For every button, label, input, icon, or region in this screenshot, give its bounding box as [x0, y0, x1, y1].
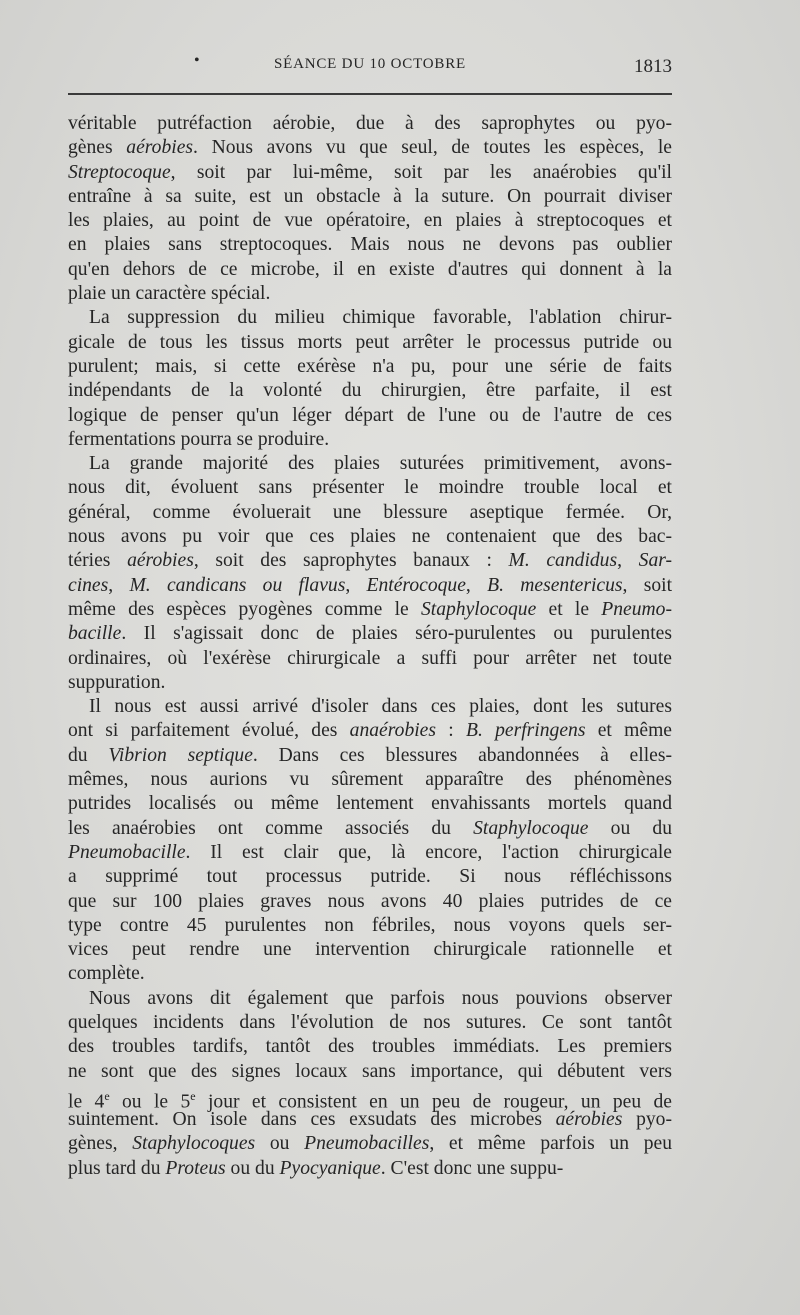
italic-term: Proteus — [165, 1157, 226, 1179]
text-run: , soit par lui-même, soit par les anaérobies qu'il — [170, 161, 672, 183]
text-run: entraîne à sa suite, est un obstacle à la suture. On pourrait diviser — [68, 185, 672, 207]
text-line — [68, 719, 672, 743]
ordinal-superscript: e — [190, 1088, 196, 1103]
text-run: véritable putréfaction aérobie, due à des saprophytes ou pyo- — [68, 113, 672, 134]
italic-term: Vibrion septique — [108, 744, 253, 766]
italic-term: Pyocyanique — [279, 1157, 381, 1179]
text-run: nous dit, évoluent sans présenter le moindre trouble local et — [68, 477, 672, 499]
italic-term: Entérocoque — [366, 574, 466, 596]
text-run: , — [617, 550, 639, 572]
text-line — [68, 185, 672, 209]
text-line — [68, 209, 672, 233]
text-line — [68, 1035, 672, 1059]
text-line — [68, 501, 672, 525]
text-run: , soit des saprophytes banaux : — [193, 550, 509, 572]
text-run: . Nous avons vu que seul, de toutes les espèces, le — [193, 137, 672, 159]
italic-term: aérobies — [126, 137, 194, 159]
text-line — [68, 1108, 672, 1132]
page-header — [68, 52, 672, 82]
text-run: plaie un caractère spécial. — [68, 283, 271, 305]
text-run: , et même parfois un peu — [429, 1133, 672, 1155]
text-run: fermentations pourra se produire. — [68, 428, 330, 450]
text-run: mêmes, nous aurions vu sûrement apparaître des phénomènes — [68, 769, 672, 791]
italic-term: Pneumobacille — [68, 841, 186, 863]
text-line — [68, 817, 672, 841]
text-run: , — [108, 574, 130, 596]
ordinal-superscript: e — [104, 1088, 110, 1103]
text-line — [68, 258, 672, 282]
text-run: jour et consistent en un peu de rougeur, un peu de — [195, 1091, 673, 1113]
text-run: , — [345, 574, 367, 596]
text-run: même des espèces pyogènes comme le — [68, 598, 421, 620]
text-line — [68, 622, 672, 646]
text-line — [68, 306, 672, 330]
text-run: complète. — [68, 963, 145, 985]
text-line — [68, 355, 672, 379]
italic-term: B. mesentericus — [487, 574, 623, 596]
text-run: La suppression du milieu chimique favorable, l'ablation chirur- — [89, 307, 672, 329]
header-rule — [68, 93, 672, 95]
italic-term: B. perfringens — [465, 720, 586, 742]
text-run: gènes — [68, 137, 127, 159]
text-run: purulent; mais, si cette exérèse n'a pu, pour une série de faits — [68, 355, 672, 377]
text-run: . Il est clair que, là encore, l'action chirurgicale — [185, 841, 672, 863]
text-line — [68, 890, 672, 914]
text-run: : — [436, 720, 466, 742]
text-line — [68, 404, 672, 428]
text-line — [68, 768, 672, 792]
text-run: ont si parfaitement évolué, des — [68, 720, 350, 742]
italic-term: Pneumobacilles — [304, 1133, 430, 1155]
italic-term: anaérobies — [349, 720, 437, 742]
text-line — [68, 1060, 672, 1084]
text-run: ou le 5 — [109, 1091, 191, 1113]
text-run: , soit — [622, 574, 673, 596]
text-run: putrides localisés ou même lentement envahissants mortels quand — [68, 793, 672, 815]
text-run: pyo- — [622, 1109, 672, 1131]
running-title: SÉANCE DU 10 OCTOBRE — [274, 56, 466, 72]
italic-term: M. candicans ou flavus — [129, 574, 346, 596]
text-line — [68, 914, 672, 938]
text-run: indépendants de la volonté du chirurgien, être parfaite, il est — [68, 380, 672, 402]
text-line — [68, 525, 672, 549]
text-run: nous avons pu voir que ces plaies ne contenaient que des bac- — [68, 526, 672, 548]
text-run: en plaies sans streptocoques. Mais nous ne devons pas oublier — [68, 234, 672, 256]
text-line — [68, 598, 672, 622]
text-run: du — [68, 744, 109, 766]
text-line — [68, 671, 672, 695]
text-run: logique de penser qu'un léger départ de l'une ou de l'autre de ces — [68, 404, 672, 426]
text-run: des troubles tardifs, tantôt des troubles immédiats. Les premiers — [68, 1036, 672, 1058]
text-run: Il nous est aussi arrivé d'isoler dans ces plaies, dont les sutures — [89, 696, 672, 718]
text-line — [68, 112, 672, 136]
italic-term: Staphylocoques — [132, 1133, 256, 1155]
text-line — [68, 744, 672, 768]
text-run: les plaies, au point de vue opératoire, en plaies à streptocoques et — [68, 210, 672, 232]
text-line — [68, 987, 672, 1011]
text-run: gicale de tous les tissus morts peut arrêter le processus putride ou — [68, 331, 672, 353]
text-run: gènes, — [68, 1133, 133, 1155]
page-number: 1813 — [634, 56, 672, 77]
text-run: ordinaires, où l'exérèse chirurgicale a suffi pour arrêter net toute — [68, 647, 672, 669]
text-line — [68, 1157, 672, 1181]
text-run: que sur 100 plaies graves nous avons 40 plaies putrides de ce — [68, 890, 672, 912]
text-run: a supprimé tout processus putride. Si nous réfléchissons — [68, 866, 672, 888]
text-run: La grande majorité des plaies suturées primitivement, avons- — [89, 453, 672, 475]
italic-term: Streptocoque — [68, 161, 171, 183]
text-run: qu'en dehors de ce microbe, il en existe d'autres qui donnent à la — [68, 258, 672, 280]
text-line — [68, 1132, 672, 1156]
text-run: général, comme évoluerait une blessure aseptique fermée. Or, — [68, 501, 672, 523]
italic-term: Pneumo- — [601, 598, 672, 620]
text-run: Nous avons dit également que parfois nous pouvions observer — [89, 987, 672, 1009]
italic-term: M. candidus — [508, 550, 618, 572]
text-line — [68, 233, 672, 257]
italic-term: aérobies — [127, 550, 194, 572]
text-line — [68, 841, 672, 865]
text-run: suintement. On isole dans ces exsudats des microbes — [68, 1109, 556, 1131]
italic-term: aérobies — [555, 1109, 623, 1131]
italic-term: Staphylocoque — [473, 817, 589, 839]
text-line — [68, 549, 672, 573]
italic-term: cines — [68, 574, 109, 596]
text-run: vices peut rendre une intervention chirurgicale rationnelle et — [68, 939, 672, 961]
text-run: ou du — [588, 817, 673, 839]
text-run: type contre 45 purulentes non fébriles, nous voyons quels ser- — [68, 914, 672, 936]
text-run: ou du — [225, 1157, 280, 1179]
text-line — [68, 938, 672, 962]
text-run: et le — [536, 598, 602, 620]
text-line — [68, 695, 672, 719]
text-line — [68, 574, 672, 598]
text-run: . C'est donc une suppu- — [380, 1157, 564, 1179]
italic-term: Sar- — [638, 550, 672, 572]
text-line — [68, 136, 672, 160]
text-line — [68, 452, 672, 476]
text-run: ne sont que des signes locaux sans importance, qui débutent vers — [68, 1060, 672, 1082]
text-line — [68, 792, 672, 816]
text-run: les anaérobies ont comme associés du — [68, 817, 474, 839]
text-line — [68, 962, 672, 986]
text-run: et même — [585, 720, 673, 742]
text-line — [68, 331, 672, 355]
text-run: quelques incidents dans l'évolution de nos sutures. Ce sont tantôt — [68, 1011, 672, 1033]
text-line — [68, 1011, 672, 1035]
text-run: . Dans ces blessures abandonnées à elles- — [252, 744, 672, 766]
text-line — [68, 476, 672, 500]
header-dot: • — [194, 52, 200, 69]
text-line — [68, 161, 672, 185]
text-line — [68, 1084, 673, 1113]
text-run: ou — [255, 1133, 305, 1155]
text-line — [68, 379, 672, 403]
text-run: le 4 — [68, 1091, 105, 1113]
text-line — [68, 647, 672, 671]
text-run: téries — [68, 550, 128, 572]
body-text — [68, 112, 672, 1181]
text-run: plus tard du — [68, 1157, 166, 1179]
text-run: suppuration. — [68, 671, 166, 693]
text-line — [68, 282, 672, 306]
text-run: , — [465, 574, 488, 596]
text-line — [68, 865, 672, 889]
italic-term: bacille — [68, 623, 122, 645]
italic-term: Staphylocoque — [420, 598, 537, 620]
text-run: . Il s'agissait donc de plaies séro-purulentes ou purulentes — [121, 623, 672, 645]
text-line — [68, 428, 672, 452]
